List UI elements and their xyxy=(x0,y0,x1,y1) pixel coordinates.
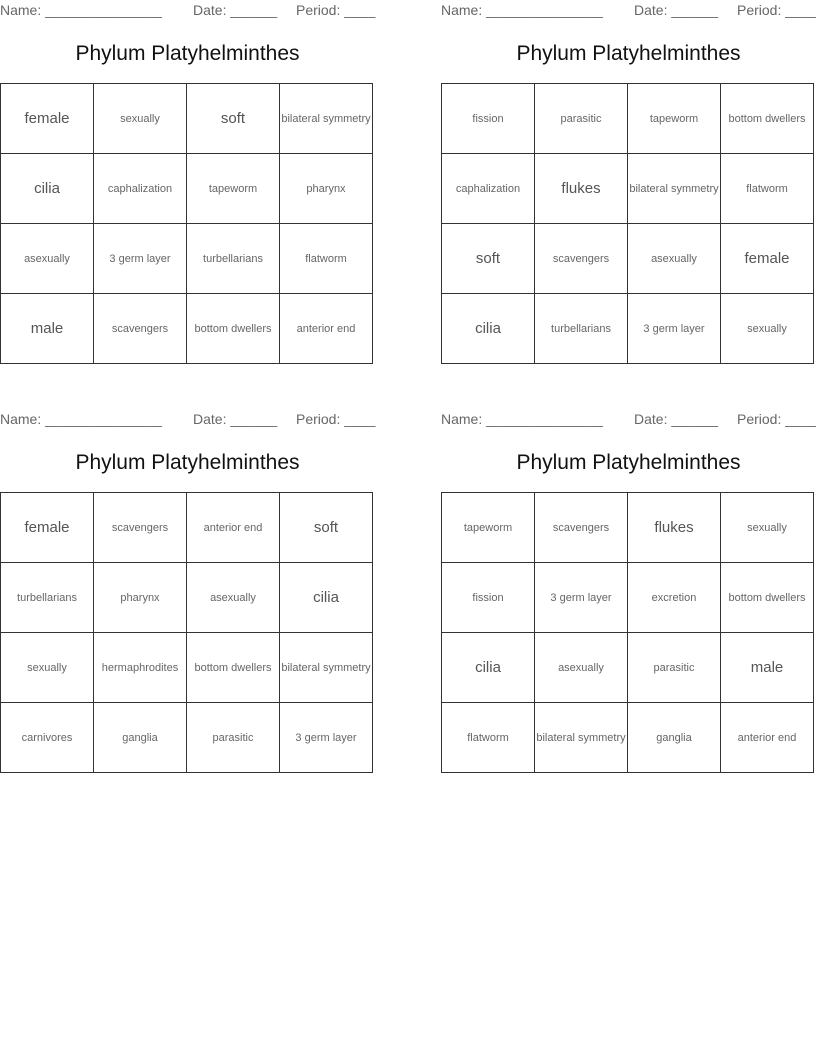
date-field: Date: ______ xyxy=(634,411,719,427)
bingo-cell: female xyxy=(721,224,814,294)
bingo-row xyxy=(1,703,373,773)
name-field: Name: _______________ xyxy=(441,2,603,18)
period-field: Period: ____ xyxy=(296,2,376,18)
bingo-cell: pharynx xyxy=(94,563,187,633)
bingo-cell: male xyxy=(721,633,814,703)
bingo-row xyxy=(442,84,814,154)
bingo-cell: soft xyxy=(187,84,280,154)
bingo-cell: bottom dwellers xyxy=(721,84,814,154)
bingo-grid xyxy=(0,83,373,364)
bingo-cell: 3 germ layer xyxy=(280,703,373,773)
bingo-cell: turbellarians xyxy=(1,563,94,633)
student-info-line xyxy=(441,409,816,431)
bingo-row xyxy=(442,224,814,294)
bingo-cell: flatworm xyxy=(280,224,373,294)
bingo-cell: bottom dwellers xyxy=(721,563,814,633)
bingo-cell: anterior end xyxy=(721,703,814,773)
bingo-row xyxy=(1,493,373,563)
bingo-cell: scavengers xyxy=(535,224,628,294)
bingo-cell: sexually xyxy=(94,84,187,154)
bingo-cell: flatworm xyxy=(721,154,814,224)
bingo-cell: cilia xyxy=(442,294,535,364)
bingo-cell: caphalization xyxy=(94,154,187,224)
bingo-row xyxy=(442,563,814,633)
bingo-cell: female xyxy=(1,493,94,563)
bingo-cell: turbellarians xyxy=(535,294,628,364)
bingo-cell: 3 germ layer xyxy=(628,294,721,364)
card-title: Phylum Platyhelminthes xyxy=(75,451,300,474)
bingo-cell: tapeworm xyxy=(628,84,721,154)
bingo-cell: soft xyxy=(442,224,535,294)
period-field: Period: ____ xyxy=(737,411,816,427)
bingo-cell: ganglia xyxy=(94,703,187,773)
student-info-line xyxy=(0,409,375,431)
bingo-cell: soft xyxy=(280,493,373,563)
date-field: Date: ______ xyxy=(193,2,278,18)
bingo-row xyxy=(442,154,814,224)
bingo-cell: ganglia xyxy=(628,703,721,773)
bingo-row xyxy=(1,563,373,633)
bingo-row xyxy=(442,294,814,364)
bingo-cell: asexually xyxy=(1,224,94,294)
card-title: Phylum Platyhelminthes xyxy=(75,42,300,65)
bingo-cell: sexually xyxy=(721,294,814,364)
bingo-cell: bottom dwellers xyxy=(187,294,280,364)
bingo-cell: hermaphrodites xyxy=(94,633,187,703)
bingo-row xyxy=(442,633,814,703)
bingo-cell: scavengers xyxy=(94,493,187,563)
bingo-row xyxy=(1,633,373,703)
name-field: Name: _______________ xyxy=(441,411,603,427)
period-field: Period: ____ xyxy=(296,411,376,427)
bingo-cell: asexually xyxy=(187,563,280,633)
bingo-cell: bilateral symmetry xyxy=(280,84,373,154)
bingo-row xyxy=(442,703,814,773)
bingo-cell: bilateral symmetry xyxy=(280,633,373,703)
student-info-line xyxy=(0,0,375,22)
bingo-cell: cilia xyxy=(1,154,94,224)
bingo-cell: flatworm xyxy=(442,703,535,773)
bingo-cell: sexually xyxy=(721,493,814,563)
bingo-cell: sexually xyxy=(1,633,94,703)
bingo-row xyxy=(1,154,373,224)
bingo-cell: pharynx xyxy=(280,154,373,224)
bingo-cell: tapeworm xyxy=(187,154,280,224)
bingo-grid xyxy=(441,83,814,364)
bingo-cell: bottom dwellers xyxy=(187,633,280,703)
name-field: Name: _______________ xyxy=(0,2,162,18)
bingo-cell: scavengers xyxy=(94,294,187,364)
card-title: Phylum Platyhelminthes xyxy=(516,42,741,65)
bingo-row xyxy=(1,294,373,364)
bingo-row xyxy=(1,224,373,294)
bingo-cell: female xyxy=(1,84,94,154)
bingo-cell: tapeworm xyxy=(442,493,535,563)
bingo-card xyxy=(441,0,816,337)
bingo-card xyxy=(0,409,376,744)
date-field: Date: ______ xyxy=(193,411,278,427)
name-field: Name: _______________ xyxy=(0,411,162,427)
bingo-cell: cilia xyxy=(442,633,535,703)
period-field: Period: ____ xyxy=(737,2,816,18)
bingo-cell: flukes xyxy=(628,493,721,563)
bingo-cell: parasitic xyxy=(187,703,280,773)
bingo-cell: parasitic xyxy=(535,84,628,154)
bingo-cell: turbellarians xyxy=(187,224,280,294)
bingo-cell: fission xyxy=(442,84,535,154)
bingo-cell: flukes xyxy=(535,154,628,224)
bingo-cell: fission xyxy=(442,563,535,633)
bingo-card xyxy=(0,0,376,337)
bingo-cell: asexually xyxy=(535,633,628,703)
bingo-cell: anterior end xyxy=(187,493,280,563)
bingo-grid xyxy=(0,492,373,773)
bingo-cell: bilateral symmetry xyxy=(628,154,721,224)
student-info-line xyxy=(441,0,816,22)
bingo-card xyxy=(441,409,816,744)
bingo-cell: anterior end xyxy=(280,294,373,364)
bingo-cell: bilateral symmetry xyxy=(535,703,628,773)
bingo-cell: scavengers xyxy=(535,493,628,563)
bingo-cell: excretion xyxy=(628,563,721,633)
bingo-cell: caphalization xyxy=(442,154,535,224)
bingo-cell: carnivores xyxy=(1,703,94,773)
date-field: Date: ______ xyxy=(634,2,719,18)
bingo-cell: 3 germ layer xyxy=(535,563,628,633)
bingo-cell: parasitic xyxy=(628,633,721,703)
bingo-cell: male xyxy=(1,294,94,364)
bingo-row xyxy=(442,493,814,563)
bingo-cell: 3 germ layer xyxy=(94,224,187,294)
bingo-cell: asexually xyxy=(628,224,721,294)
card-title: Phylum Platyhelminthes xyxy=(516,451,741,474)
bingo-cell: cilia xyxy=(280,563,373,633)
bingo-grid xyxy=(441,492,814,773)
bingo-row xyxy=(1,84,373,154)
